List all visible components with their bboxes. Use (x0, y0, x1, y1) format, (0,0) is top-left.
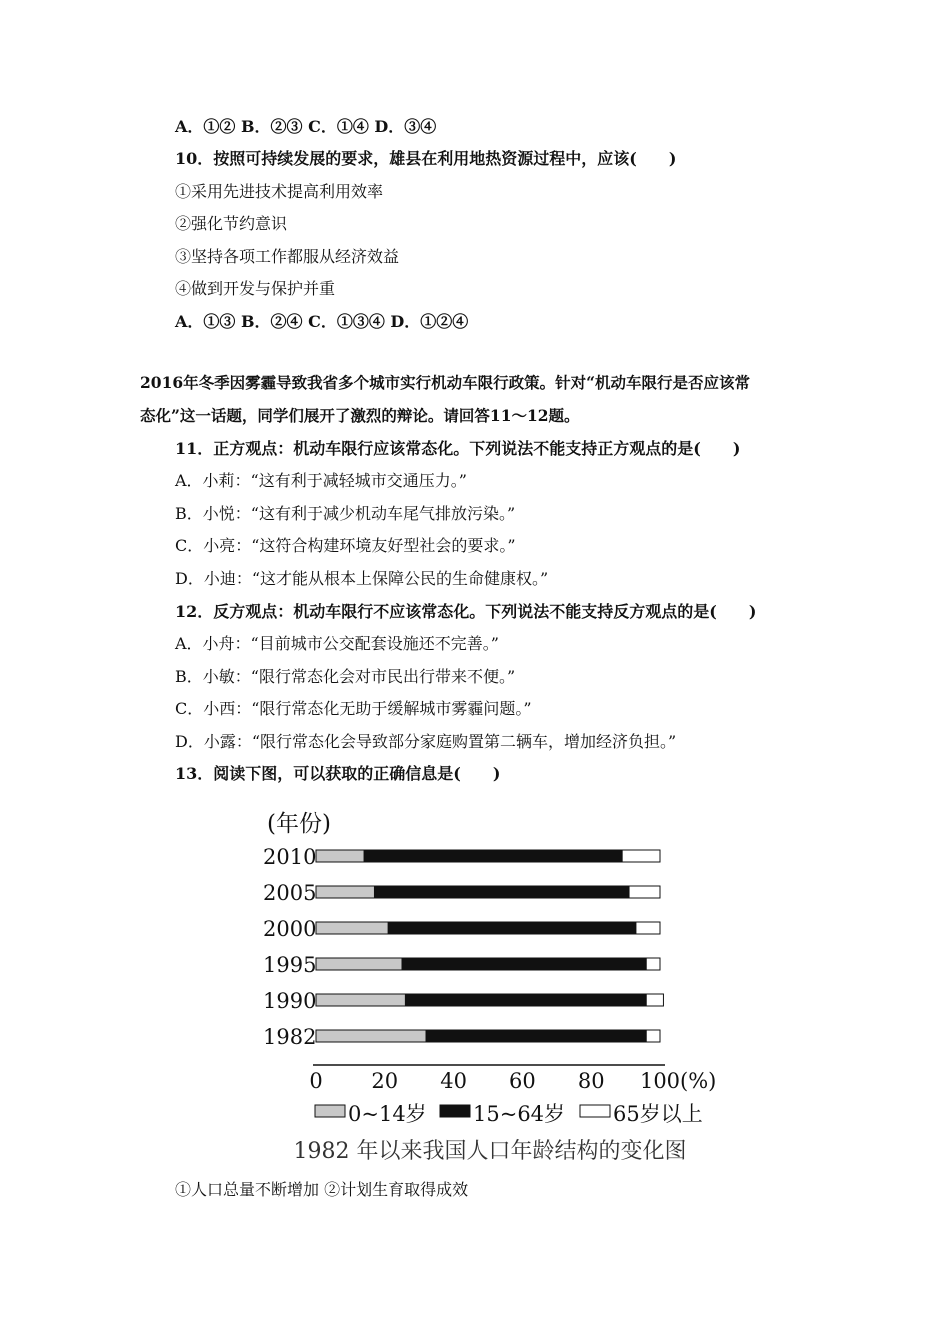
bar-1990-series-2 (405, 994, 646, 1006)
q11-option-d: D．小迪：“这才能从根本上保障公民的生命健康权。” (175, 569, 549, 588)
q10-item-2: ②强化节约意识 (175, 214, 288, 233)
x-tick-100: 100 (639, 1069, 681, 1093)
q11-stem: 11．正方观点：机动车限行应该常态化。下列说法不能支持正方观点的是( ) (175, 439, 741, 458)
bar-1982-series-3 (646, 1030, 660, 1042)
q12-option-c: C．小西：“限行常态化无助于缓解城市雾霾问题。” (175, 699, 532, 718)
q11-option-b: B．小悦：“这有利于减少机动车尾气排放污染。” (175, 504, 516, 523)
legend-label-2: 15~64岁 (473, 1102, 566, 1126)
q10-stem: 10．按照可持续发展的要求，雄县在利用地热资源过程中，应该( ) (175, 149, 677, 168)
year-label-2005: 2005 (263, 881, 317, 905)
bar-1990-series-3 (646, 994, 663, 1006)
x-tick-60: 60 (509, 1069, 536, 1093)
q10-options: A．①③ B．②④ C．①③④ D．①②④ (175, 312, 469, 331)
bar-1982-series-2 (426, 1030, 646, 1042)
legend-swatch-2 (440, 1105, 470, 1117)
q11-option-c: C．小亮：“这符合构建环境友好型社会的要求。” (175, 536, 516, 555)
chart-xlabel: (%) (680, 1069, 717, 1093)
q12-option-a: A．小舟：“目前城市公交配套设施还不完善。” (175, 634, 499, 653)
q12-stem: 12．反方观点：机动车限行不应该常态化。下列说法不能支持反方观点的是( ) (175, 602, 757, 621)
bar-1995-series-2 (402, 958, 646, 970)
bar-2000-series-1 (316, 922, 388, 934)
bar-2010-series-2 (364, 850, 622, 862)
x-tick-80: 80 (577, 1069, 605, 1093)
year-label-1982: 1982 (263, 1025, 317, 1049)
chart-title: 1982 年以来我国人口年龄结构的变化图 (293, 1139, 687, 1164)
q12-option-b: B．小敏：“限行常态化会对市民出行带来不便。” (175, 667, 516, 686)
age-structure-chart (255, 797, 725, 1167)
q11-option-a: A．小莉：“这有利于减轻城市交通压力。” (175, 471, 467, 490)
bar-1982-series-1 (316, 1030, 426, 1042)
intro-line-1: 2016年冬季因雾霾导致我省多个城市实行机动车限行政策。针对“机动车限行是否应该常 (140, 373, 751, 392)
bar-1995-series-3 (646, 958, 660, 970)
q9-options: A．①② B．②③ C．①④ D．③④ (175, 117, 437, 136)
bar-1990-series-1 (316, 994, 405, 1006)
chart-legend (315, 1102, 703, 1126)
bar-2000-series-3 (636, 922, 660, 934)
q13-statements: ①人口总量不断增加 ②计划生育取得成效 (175, 1180, 469, 1199)
x-tick-20: 20 (371, 1069, 399, 1093)
bar-1995-series-1 (316, 958, 402, 970)
q10-item-4: ④做到开发与保护并重 (175, 279, 336, 298)
legend-label-1: 0~14岁 (348, 1102, 427, 1126)
x-tick-0: 0 (309, 1069, 323, 1093)
bar-2005-series-3 (629, 886, 660, 898)
bar-2005-series-1 (316, 886, 374, 898)
chart-bars (263, 845, 663, 1049)
q12-option-d: D．小露：“限行常态化会导致部分家庭购置第二辆车，增加经济负担。” (175, 732, 677, 751)
year-label-2000: 2000 (263, 917, 317, 941)
bar-2000-series-2 (388, 922, 636, 934)
q10-item-3: ③坚持各项工作都服从经济效益 (175, 247, 400, 266)
legend-swatch-3 (580, 1105, 610, 1117)
x-tick-labels (309, 1069, 680, 1093)
x-tick-40: 40 (440, 1069, 467, 1093)
legend-label-3: 65岁以上 (613, 1102, 703, 1126)
year-label-1995: 1995 (263, 953, 317, 977)
legend-swatch-1 (315, 1105, 345, 1117)
year-label-1990: 1990 (263, 989, 317, 1013)
intro-line-2: 态化”这一话题，同学们展开了激烈的辩论。请回答11～12题。 (140, 406, 580, 425)
bar-2005-series-2 (374, 886, 629, 898)
chart-ylabel: (年份) (267, 811, 331, 837)
bar-2010-series-3 (622, 850, 660, 862)
bar-2010-series-1 (316, 850, 364, 862)
q10-item-1: ①采用先进技术提高利用效率 (175, 182, 384, 201)
year-label-2010: 2010 (263, 845, 317, 869)
q13-stem: 13．阅读下图，可以获取的正确信息是( ) (175, 764, 501, 783)
